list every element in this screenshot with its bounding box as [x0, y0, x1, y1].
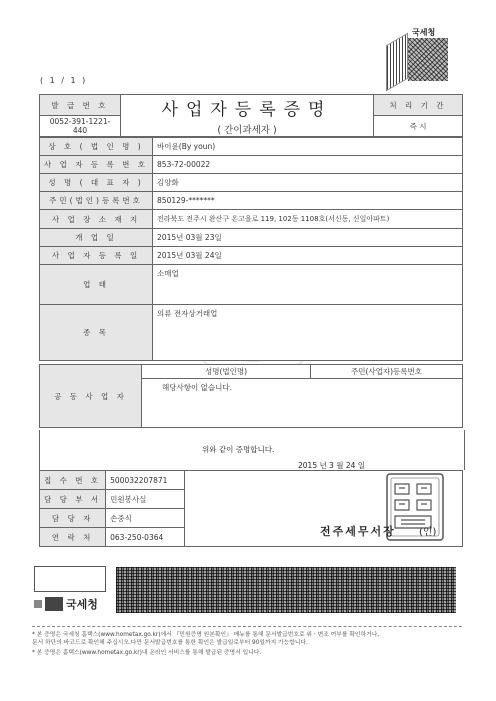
row-label: 개 업 일 — [40, 229, 153, 247]
footer-note-3: * 본 증명은 홈택스(www.hometax.go.kr)내 온라인 서비스를 통해 발급된 증명서 입니다. — [32, 650, 262, 656]
footer-note-2: 문서 하단의 바코드로 확인해 주십시오.다만 문서발급번호를 통한 확인은 발급일로부터 90일까지 가능합니다. — [32, 640, 308, 646]
certify-text: 위와 같이 증명합니다. — [202, 445, 275, 454]
officer-value: 민원봉사실 — [106, 490, 185, 509]
business-type-value: 소매업 — [153, 265, 463, 305]
joint-col1: 성명(법인명) — [142, 365, 311, 379]
issue-number-value: 0052-391-1221-440 — [40, 116, 121, 137]
pdf417-barcode-icon — [386, 33, 408, 92]
row-label: 사 업 자 등 록 번 호 — [40, 156, 153, 174]
joint-col2: 주민(사업자)등록번호 — [311, 365, 463, 379]
page-number: ( 1 / 1 ) — [40, 76, 88, 85]
processing-period-value: 즉 시 — [374, 116, 463, 137]
corner-label: 국세청 — [412, 28, 436, 37]
row-label: 사 업 자 등 록 일 — [40, 247, 153, 265]
row-value: 김양화 — [153, 174, 463, 192]
title-cell — [121, 95, 374, 137]
blank-box — [34, 566, 106, 592]
officer-label: 연 락 처 — [40, 528, 106, 547]
row-value: 2015년 03월 24일 — [153, 247, 463, 265]
certify-date: 2015 년 3 월 24 일 — [298, 461, 366, 470]
joint-table — [39, 364, 463, 428]
row-label: 주민(법인)등록번호 — [40, 192, 153, 210]
document-barcode-icon — [116, 567, 456, 613]
logo-text: 국세청 — [66, 598, 98, 611]
row-value: 바이윤(By youn) — [153, 138, 463, 156]
info-table — [39, 137, 463, 361]
row-value: 850129-******* — [153, 192, 463, 210]
nts-logo — [34, 596, 98, 612]
row-label: 사 업 장 소 재 지 — [40, 210, 153, 229]
officer-label: 접 수 번 호 — [40, 471, 106, 490]
page-title: 사업자등록증명 — [161, 100, 333, 120]
page-subtitle: ( 간이과세자 ) — [217, 125, 277, 136]
row-label: 성 명 ( 대 표 자 ) — [40, 174, 153, 192]
business-type-label: 업 태 — [40, 265, 153, 305]
issuer-name: 전주세무서장 — [320, 525, 396, 538]
business-item-value: 의류 전자상거래업 — [153, 305, 463, 361]
processing-period-label: 처 리 기 간 — [374, 95, 463, 116]
row-value: 853-72-00022 — [153, 156, 463, 174]
officer-value: 손중식 — [106, 509, 185, 528]
header-table — [39, 94, 463, 137]
issue-number-label: 발 급 번 호 — [40, 95, 121, 116]
officer-label: 담 당 부 서 — [40, 490, 106, 509]
nts-emblem-icon — [45, 597, 63, 611]
dashed-divider — [32, 626, 462, 627]
row-label: 상 호 ( 법 인 명 ) — [40, 138, 153, 156]
qr-code-icon — [408, 38, 448, 81]
row-value: 전라북도 전주시 완산구 온고을로 119, 102동 1108호(서신동, 신일아파트) — [153, 210, 463, 229]
footer-note-1: * 본 증명은 국세청 홈택스(www.hometax.go.kr)에서 『민원증명 원본확인』 메뉴를 통해 문서발급번호로 위ㆍ변조 여부를 확인하거나, — [32, 632, 380, 638]
joint-label: 공 동 사 업 자 — [40, 365, 142, 428]
business-item-label: 종 목 — [40, 305, 153, 361]
certify-block — [39, 430, 465, 470]
nts-mark-icon — [34, 600, 42, 608]
joint-none: 해당사항이 없습니다. — [142, 379, 463, 428]
row-value: 2015년 03월 23일 — [153, 229, 463, 247]
corner-barcode — [382, 27, 460, 83]
officer-value: 063-250-0364 — [106, 528, 185, 547]
issuer-seal: (인) — [419, 527, 437, 538]
officer-value: 500032207871 — [106, 471, 185, 490]
officer-label: 담 당 자 — [40, 509, 106, 528]
